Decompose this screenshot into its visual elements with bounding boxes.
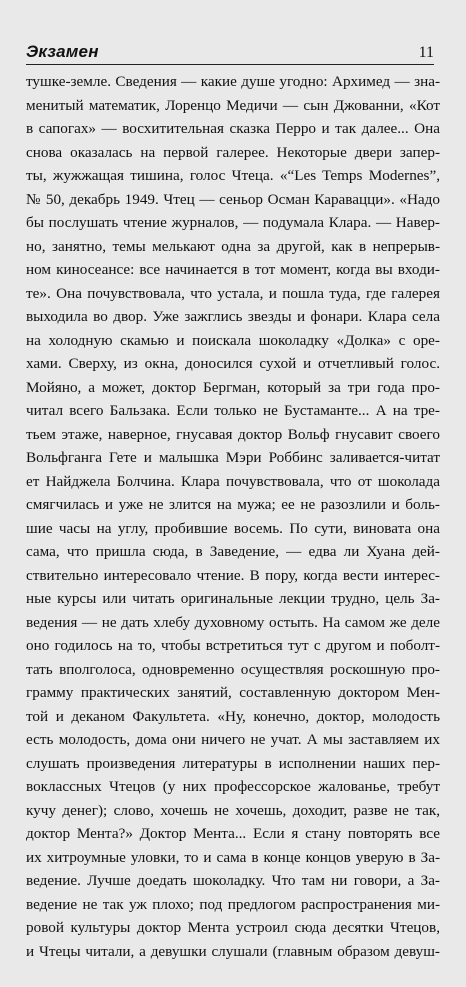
text-line: доктор Мента?» Доктор Мента... Если я стану повторять все	[26, 825, 440, 842]
text-line: читал всего Бальзака. Если только не Бустаманте... А на тре-	[26, 402, 440, 419]
text-line: слушать произведения литературы в исполнении наших пер-	[26, 754, 440, 772]
body-text	[26, 70, 440, 987]
text-line: тушке-земле. Сведения — какие душе угодно: Архимед — зна-	[26, 73, 440, 90]
text-line: ты, жужжащая тишина, голос Чтеца. «“Les Temps Modernes”,	[26, 167, 440, 184]
text-line: смягчилась и уже не злится на мужа; ее не разозлили и боль-	[26, 496, 440, 513]
text-line: ет Найджела Болчина. Клара почувствовала, что от шоколада	[26, 472, 440, 490]
running-header	[26, 36, 434, 65]
text-line: ведение не так уж плохо; под предлогом распространения ми-	[26, 895, 440, 913]
text-line: хами. Сверху, из окна, доносился сухой и отчетливый голос.	[26, 355, 440, 372]
text-line: ведения — не дать хлебу духовному остыть. На самом же деле	[26, 613, 440, 631]
text-line: ведение. Лучше доедать шоколадку. Что там ни говори, а За-	[26, 872, 440, 889]
text-line: ровой культуры доктор Мента устроил сюда десятки Чтецов,	[26, 919, 440, 936]
text-line: и Чтецы читали, а девушки слушали (главным образом девуш-	[26, 942, 440, 960]
text-line: но, занятно, темы мелькают одна за другой, как в непрерыв-	[26, 237, 440, 255]
text-line: той и деканом Факультета. «Ну, конечно, доктор, молодость	[26, 707, 440, 725]
text-line: оно годилось на то, чтобы встретиться тут с другом и поболт-	[26, 637, 440, 654]
text-line: тать вполголоса, одновременно осуществляя роскошную про-	[26, 660, 440, 678]
text-line: сама, что пришла сюда, в Заведение, — едва ли Хуана дей-	[26, 543, 440, 560]
running-title: Экзамен	[26, 42, 99, 61]
page-number: 11	[418, 44, 434, 61]
text-line: есть молодость, дома они ничего не учат. А мы заставляем их	[26, 731, 440, 748]
text-line: менитый математик, Лоренцо Медичи — сын Джованни, «Кот	[26, 96, 440, 114]
text-line: ном киносеансе: все начинается в тот момент, когда вы входи-	[26, 261, 440, 278]
text-line: шие часы на углу, пробившие восемь. По сути, виновата она	[26, 519, 440, 537]
text-line: их хитроумные уловки, то и сама в конце концов уверую в За-	[26, 848, 440, 866]
text-line: ные курсы или читать оригинальные лекции трудно, цель За-	[26, 590, 440, 607]
text-line: грамму практических занятий, составленную доктором Мен-	[26, 684, 440, 701]
text-line: Вольфганга Гете и малышка Мэри Роббинс заливается-читат	[26, 449, 440, 466]
text-line: Мойяно, а может, доктор Бергман, который за три года про-	[26, 378, 440, 396]
text-line: снова оказалась на первой галерее. Некоторые двери запер-	[26, 143, 440, 161]
text-line: бы послушать чтение журналов, — подумала Клара. — Навер-	[26, 214, 440, 231]
text-line: на холодную скамью и поискала шоколадку «Долка» с оре-	[26, 331, 440, 349]
text-line: ствительно интересовало чтение. В пору, когда вести интерес-	[26, 566, 440, 584]
text-line	[26, 963, 440, 987]
text-line: воклассных Чтецов (у них профессорское жалованье, требут	[26, 778, 440, 795]
text-line: № 50, декабрь 1949. Чтец — сеньор Осман Каравацци». «Надо	[26, 190, 440, 208]
text-line: те». Она почувствовала, что устала, и пошла туда, где галерея	[26, 284, 440, 302]
text-line: в сапогах» — восхитительная сказка Перро и так далее... Она	[26, 120, 440, 137]
text-line: тьем этаже, наверное, гнусавая доктор Вольф гнусавит своего	[26, 425, 440, 443]
text-line: выходила во двор. Уже зажглись звезды и фонари. Клара села	[26, 308, 440, 325]
text-line: кучу денег); слово, хочешь не хочешь, доходит, разве не так,	[26, 801, 440, 819]
